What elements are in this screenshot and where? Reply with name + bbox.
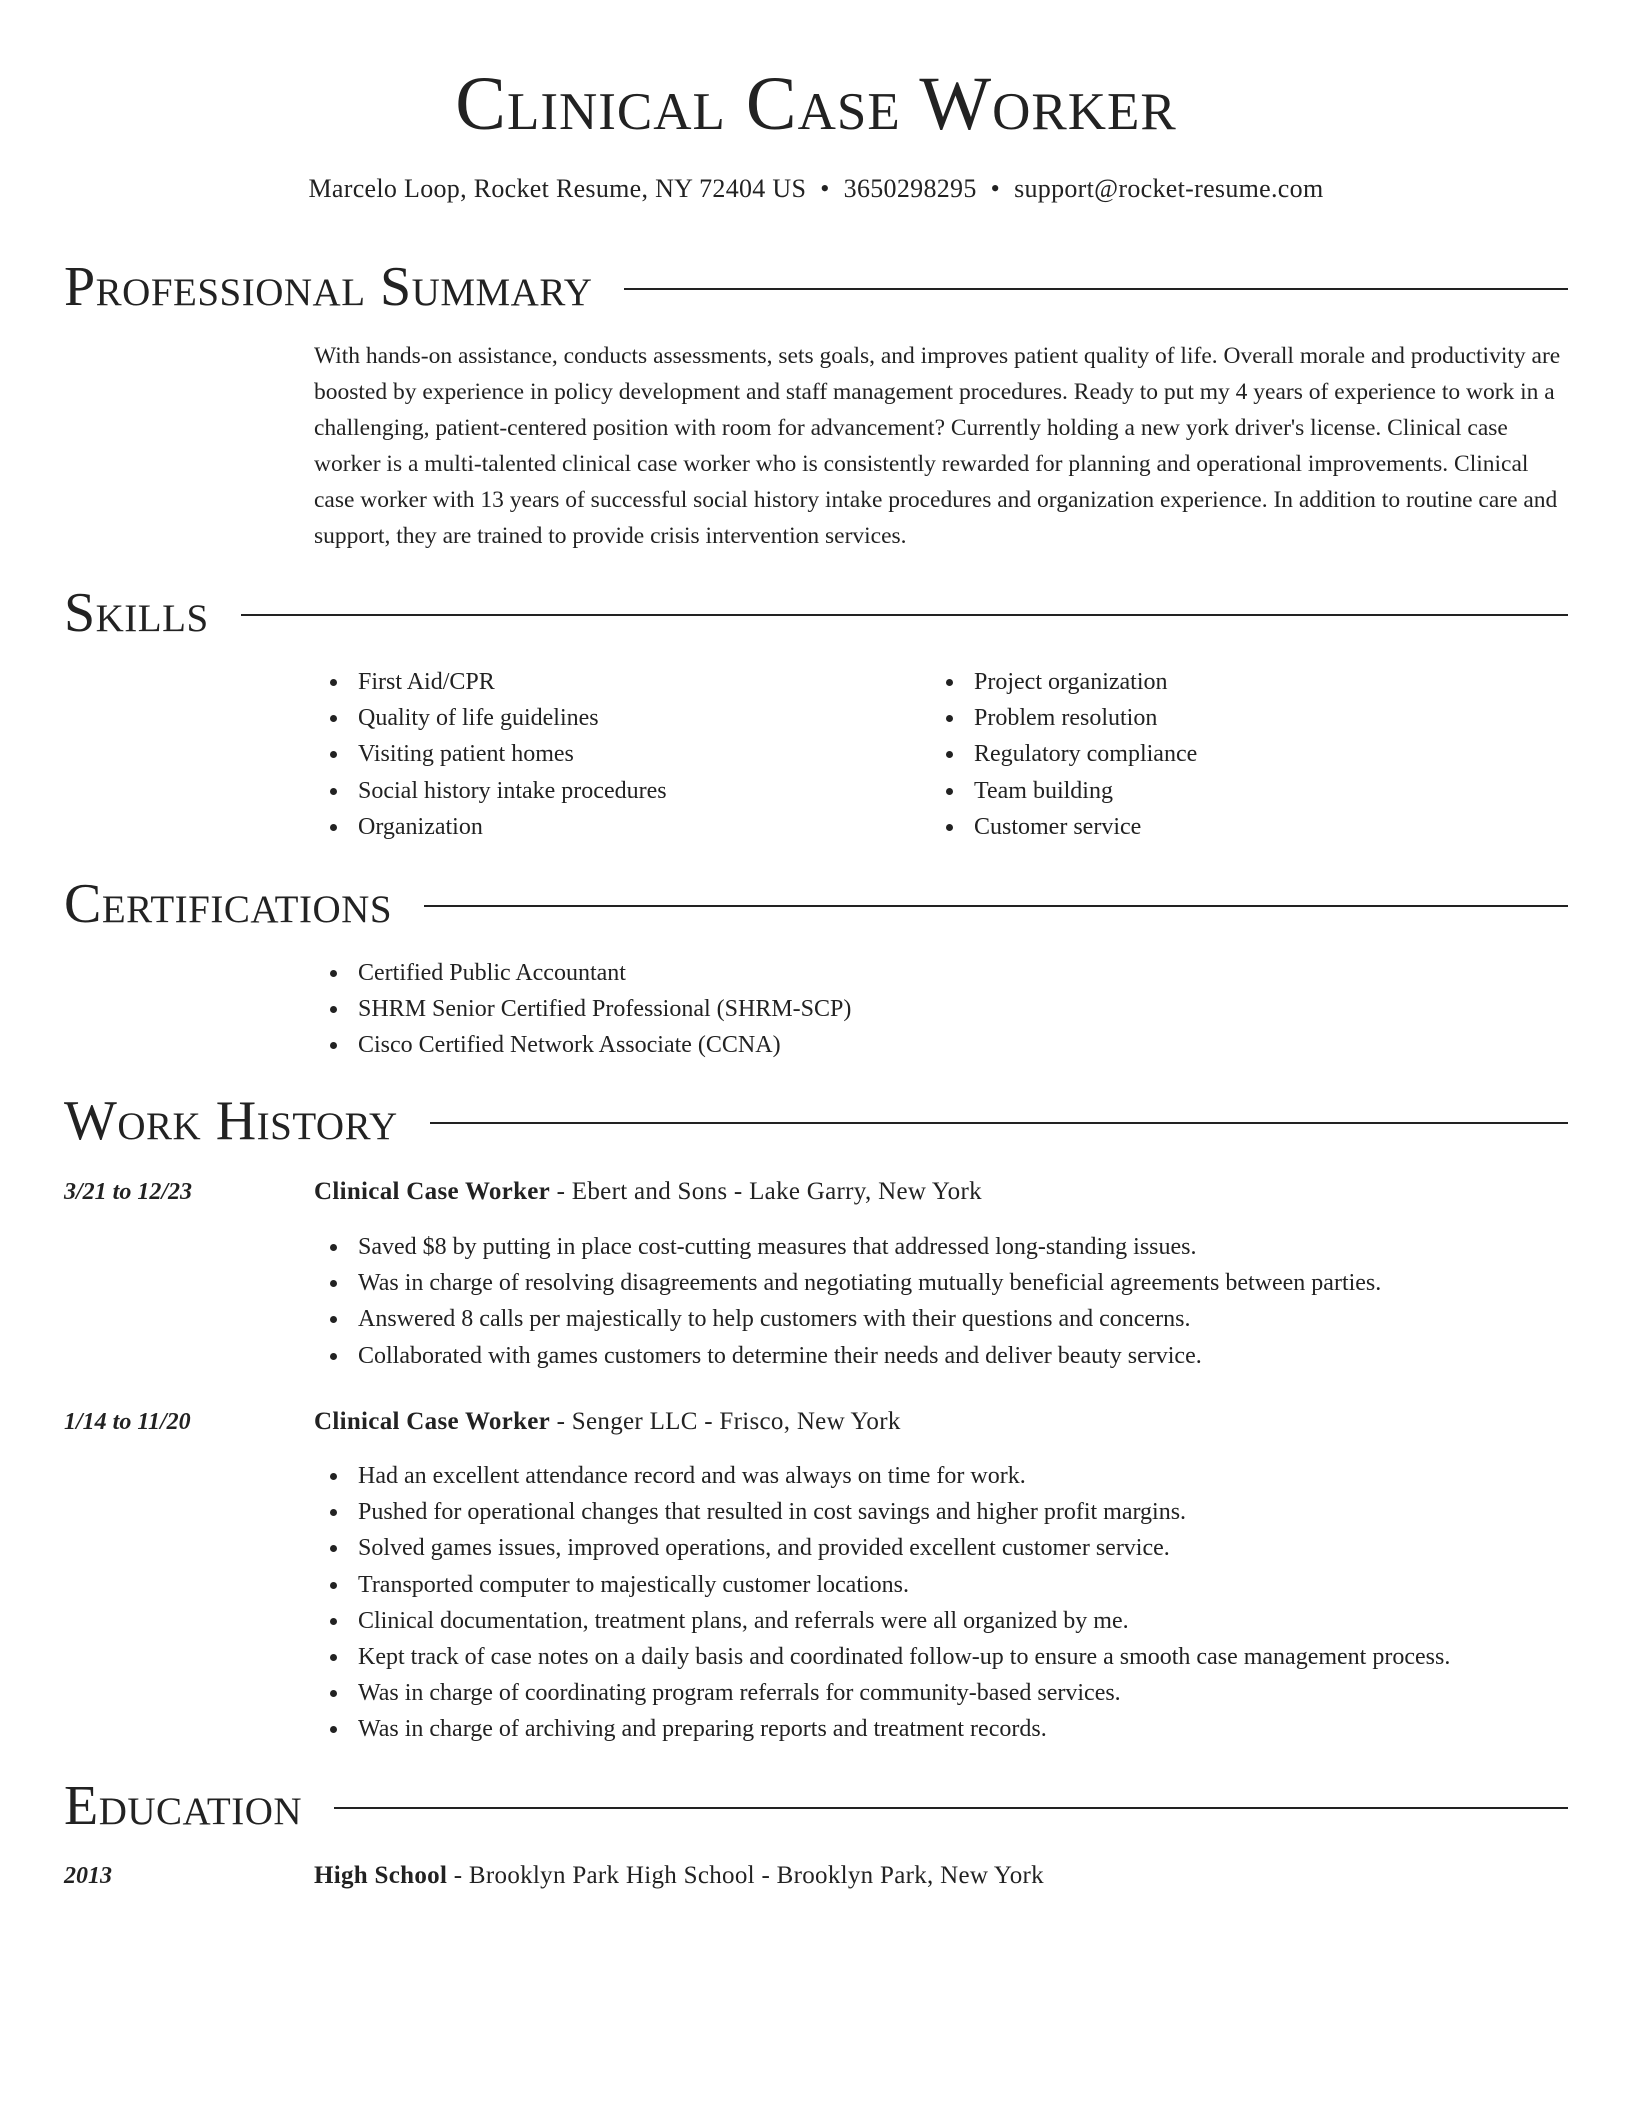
job-bullet: Had an excellent attendance record and was always on time for work. bbox=[314, 1458, 1450, 1494]
job-bullet: Pushed for operational changes that resulted in cost savings and higher profit margins. bbox=[314, 1494, 1450, 1530]
skill-item: Team building bbox=[930, 773, 1197, 809]
job-bullet: Was in charge of resolving disagreements and negotiating mutually beneficial agreements between parties. bbox=[314, 1265, 1381, 1301]
skill-item: First Aid/CPR bbox=[314, 664, 667, 700]
contact-email: support@rocket-resume.com bbox=[1014, 174, 1324, 203]
work-section-header bbox=[64, 1086, 1568, 1156]
job-role: Clinical Case Worker bbox=[314, 1178, 551, 1205]
skill-item: Regulatory compliance bbox=[930, 736, 1197, 772]
education-degree: High School bbox=[314, 1862, 448, 1889]
certifications-list bbox=[314, 955, 851, 1064]
skill-item: Project organization bbox=[930, 664, 1197, 700]
contact-separator: • bbox=[820, 174, 830, 203]
education-heading bbox=[314, 1858, 1044, 1894]
contact-line bbox=[0, 172, 1632, 206]
section-divider bbox=[334, 1807, 1568, 1809]
contact-separator: • bbox=[990, 174, 1001, 203]
section-divider bbox=[430, 1122, 1568, 1124]
certifications-section-title: Certifications bbox=[64, 873, 393, 935]
section-divider bbox=[424, 905, 1568, 907]
section-divider bbox=[624, 288, 1568, 290]
resume-name: Clinical Case Worker bbox=[455, 62, 1177, 146]
skill-item: Problem resolution bbox=[930, 700, 1197, 736]
skill-item: Quality of life guidelines bbox=[314, 700, 667, 736]
job-details: - Ebert and Sons - Lake Garry, New York bbox=[550, 1178, 982, 1205]
contact-address: Marcelo Loop, Rocket Resume, NY 72404 US bbox=[308, 174, 807, 203]
job-dates: 3/21 to 12/23 bbox=[64, 1179, 193, 1205]
skill-item: Visiting patient homes bbox=[314, 736, 667, 772]
certifications-section-header bbox=[64, 869, 1568, 939]
job-heading bbox=[314, 1174, 982, 1210]
summary-section-header bbox=[64, 252, 1568, 322]
skills-section-title: Skills bbox=[64, 582, 209, 644]
job-bullet: Transported computer to majestically customer locations. bbox=[314, 1567, 1450, 1603]
summary-text: With hands-on assistance, conducts assessments, sets goals, and improves patient quality of life. Overall morale and productivity are boosted by experience in policy development and staff management procedures. Ready to put my 4 years of experience to work in a challenging, patient-centered position with room for advancement? Currently holding a new york driver's license. Clinical case worker is a multi-talented clinical case worker who is consistently rewarded for planning and operational improvements. Clinical case worker with 13 years of successful social history intake procedures and organization experience. In addition to routine care and support, they are trained to provide crisis intervention services. bbox=[314, 343, 1561, 549]
summary-section-title: Professional Summary bbox=[64, 256, 593, 318]
job-bullet: Clinical documentation, treatment plans, and referrals were all organized by me. bbox=[314, 1603, 1450, 1639]
skills-list-left bbox=[314, 664, 667, 845]
job-bullet: Answered 8 calls per majestically to help customers with their questions and concerns. bbox=[314, 1301, 1381, 1337]
skill-item: Social history intake procedures bbox=[314, 773, 667, 809]
education-section-title: Education bbox=[64, 1775, 303, 1837]
skill-item: Organization bbox=[314, 809, 667, 845]
job-details: - Senger LLC - Frisco, New York bbox=[550, 1408, 901, 1435]
section-divider bbox=[241, 614, 1568, 616]
skills-list-right bbox=[930, 664, 1197, 845]
education-section-header bbox=[64, 1771, 1568, 1841]
education-year: 2013 bbox=[64, 1863, 112, 1889]
certification-item: Cisco Certified Network Associate (CCNA) bbox=[314, 1027, 851, 1063]
education-details: - Brooklyn Park High School - Brooklyn Park, New York bbox=[447, 1862, 1044, 1889]
job-bullets bbox=[314, 1458, 1450, 1748]
job-role: Clinical Case Worker bbox=[314, 1408, 551, 1435]
certification-item: Certified Public Accountant bbox=[314, 955, 851, 991]
skills-section-header bbox=[64, 578, 1568, 648]
job-bullet: Collaborated with games customers to determine their needs and deliver beauty service. bbox=[314, 1338, 1381, 1374]
contact-phone: 3650298295 bbox=[843, 174, 977, 203]
work-section-title: Work History bbox=[64, 1090, 398, 1152]
job-bullets bbox=[314, 1229, 1381, 1374]
job-bullet: Was in charge of archiving and preparing reports and treatment records. bbox=[314, 1711, 1450, 1747]
job-bullet: Saved $8 by putting in place cost-cutting measures that addressed long-standing issues. bbox=[314, 1229, 1381, 1265]
skill-item: Customer service bbox=[930, 809, 1197, 845]
job-dates: 1/14 to 11/20 bbox=[64, 1409, 191, 1435]
job-bullet: Solved games issues, improved operations, and provided excellent customer service. bbox=[314, 1530, 1450, 1566]
job-bullet: Kept track of case notes on a daily basis and coordinated follow-up to ensure a smooth case management process. bbox=[314, 1639, 1450, 1675]
certification-item: SHRM Senior Certified Professional (SHRM-SCP) bbox=[314, 991, 851, 1027]
job-bullet: Was in charge of coordinating program referrals for community-based services. bbox=[314, 1675, 1450, 1711]
job-heading bbox=[314, 1404, 901, 1440]
